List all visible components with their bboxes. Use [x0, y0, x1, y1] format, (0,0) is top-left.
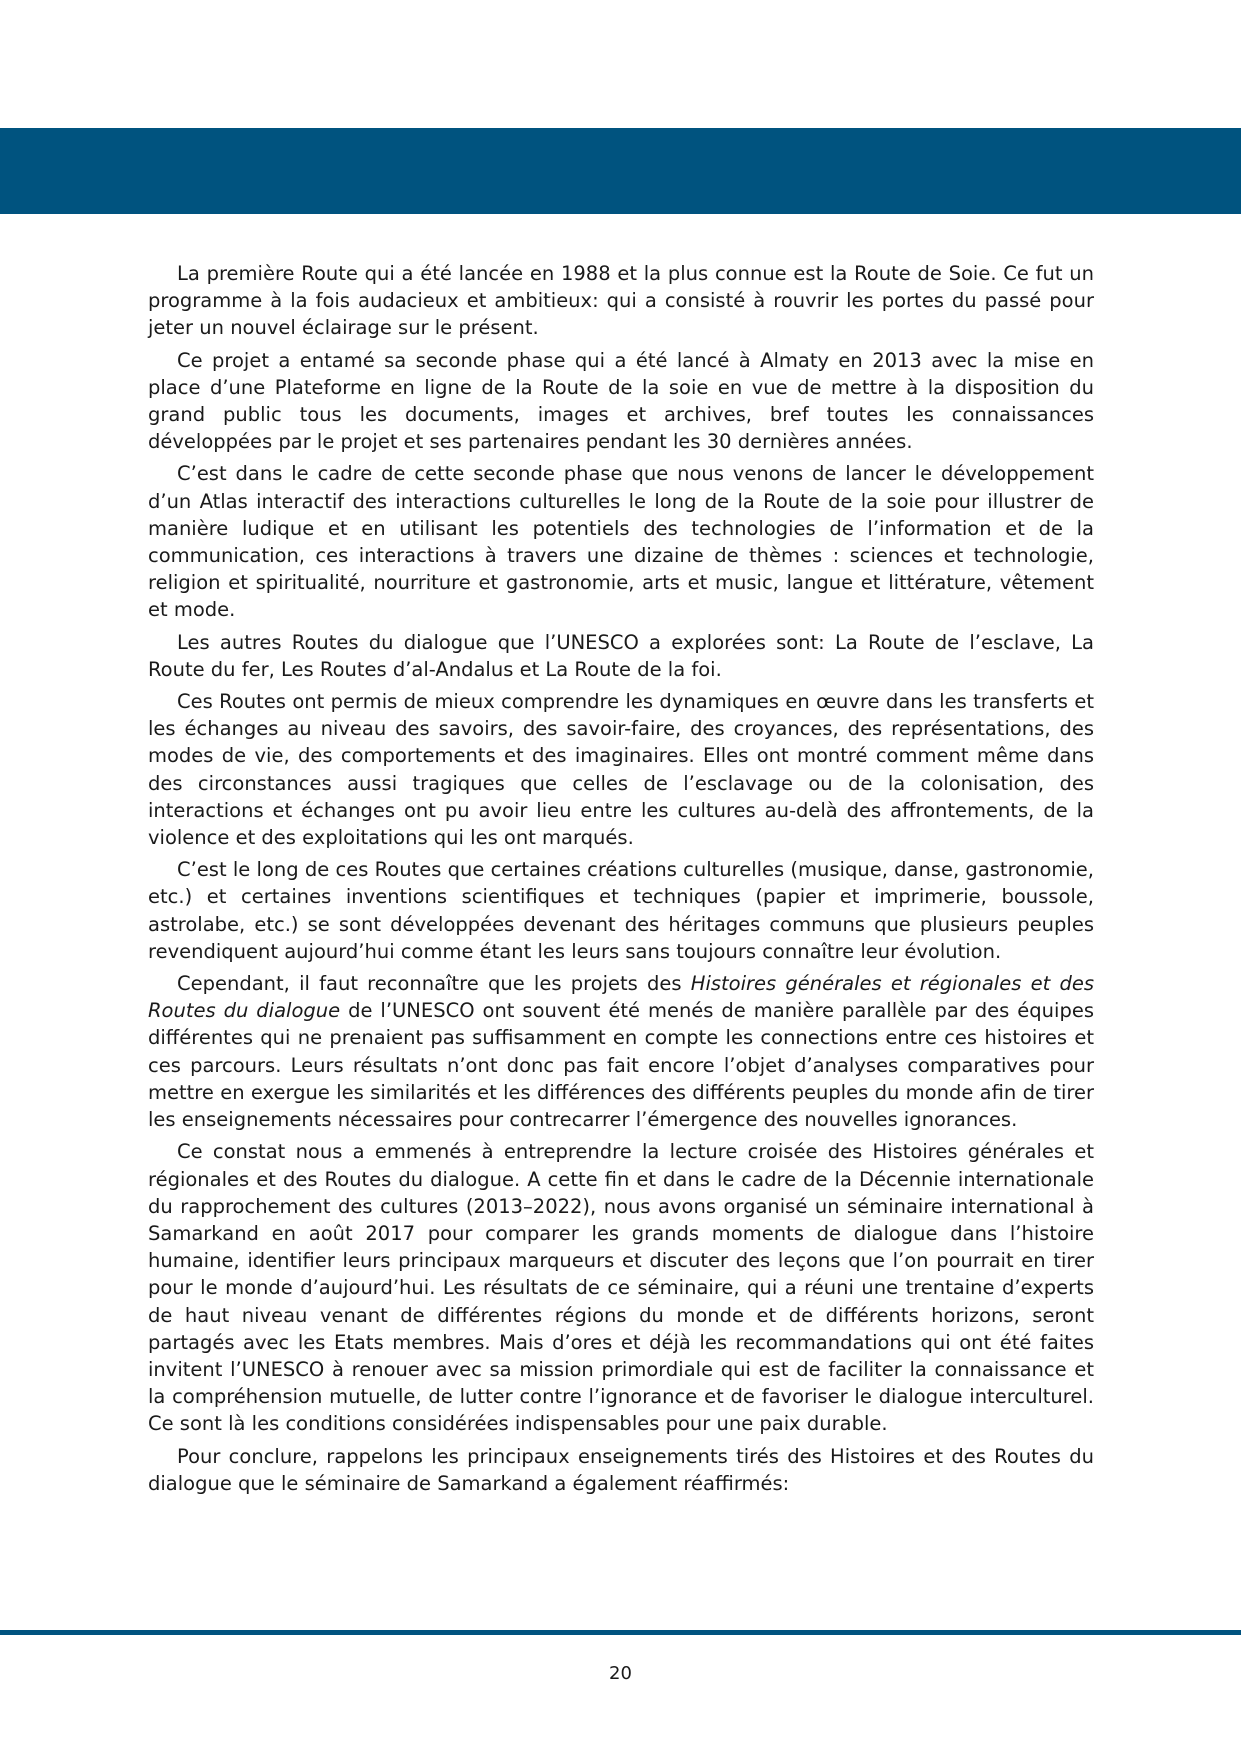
paragraph-7-end: de l’UNESCO ont souvent été menés de manière parallèle par des équipes différentes qui ne prenaient pas suffisamment en compte les connections entre ces histoires et ces parcours. Leurs résultats n’ont donc pas fait encore l’objet d’analyses comparatives pour mettre en exergue les similarités et les différences des différents peuples du monde afin de tirer les enseignements nécessaires pour contrecarrer l’émergence des nouvelles ignorances.	[148, 999, 1094, 1132]
header-band	[0, 128, 1241, 214]
paragraph-7-start: Cependant, il faut reconnaître que les projets des	[177, 972, 691, 996]
paragraph-7-italic-title: Histoires générales et régionales et des Routes du dialogue	[148, 972, 1094, 1023]
paragraph-1: La première Route qui a été lancée en 1988 et la plus connue est la Route de Soie. Ce fut un programme à la fois audacieux et ambitieux: qui a consisté à rouvrir les portes du passé pour jeter un nouvel éclairage sur le présent.	[148, 262, 1094, 340]
paragraph-6: C’est le long de ces Routes que certaines créations culturelles (musique, danse, gastronomie, etc.) et certaines inventions scientifiques et techniques (papier et imprimerie, boussole, astrolabe, etc.) se sont développées devenant des héritages communs que plusieurs peuples revendiquent aujourd’hui comme étant les leurs sans toujours connaître leur évolution.	[148, 858, 1094, 963]
paragraph-9: Pour conclure, rappelons les principaux enseignements tirés des Histoires et des Routes du dialogue que le séminaire de Samarkand a également réaffirmés:	[148, 1444, 1094, 1495]
paragraph-3: C’est dans le cadre de cette seconde phase que nous venons de lancer le développement d’un Atlas interactif des interactions culturelles le long de la Route de la soie pour illustrer de manière ludique et en utilisant les potentiels des technologies de l’information et de la communication, ces interactions à travers une dizaine de thèmes : sciences et technologie, religion et spiritualité, nourriture et gastronomie, arts et music, langue et littérature, vêtement et mode.	[148, 462, 1094, 622]
paragraph-5: Ces Routes ont permis de mieux comprendre les dynamiques en œuvre dans les transferts et les échanges au niveau des savoirs, des savoir-faire, des croyances, des représentations, des modes de vie, des comportements et des imaginaires. Elles ont montré comment même dans des circonstances aussi tragiques que celles de l’esclavage ou de la colonisation, des interactions et échanges ont pu avoir lieu entre les cultures au-delà des affrontements, de la violence et des exploitations qui les ont marqués.	[148, 690, 1094, 850]
paragraph-2: Ce projet a entamé sa seconde phase qui a été lancé à Almaty en 2013 avec la mise en place d’une Plateforme en ligne de la Route de la soie en vue de mettre à la disposition du grand public tous les documents, images et archives, bref toutes les connaissances développées par le projet et ses partenaires pendant les 30 dernières années.	[148, 348, 1094, 454]
paragraph-8: Ce constat nous a emmenés à entreprendre la lecture croisée des Histoires générales et régionales et des Routes du dialogue. A cette fin et dans le cadre de la Décennie internationale du rapprochement des cultures (2013–2022), nous avons organisé un séminaire international à Samarkand en août 2017 pour comparer les grands moments de dialogue dans l’histoire humaine, identifier leurs principaux marqueurs et discuter des leçons que l’on pourrait en tirer pour le monde d’aujourd’hui. Les résultats de ce séminaire, qui a réuni une trentaine d’experts de haut niveau venant de différentes régions du monde et de différents horizons, seront partagés avec les Etats membres. Mais d’ores et déjà les recommandations qui ont été faites invitent l’UNESCO à renouer avec sa mission primordiale qui est de faciliter la connaissance et la compréhension mutuelle, de lutter contre l’ignorance et de favoriser le dialogue interculturel. Ce sont là les conditions considérées indispensables pour une paix durable.	[148, 1140, 1094, 1436]
footer-rule	[0, 1630, 1241, 1635]
body-text	[148, 260, 1094, 1502]
paragraph-4: Les autres Routes du dialogue que l’UNESCO a explorées sont: La Route de l’esclave, La Route du fer, Les Routes d’al-Andalus et La Route de la foi.	[148, 630, 1094, 681]
page-number: 20	[609, 1663, 632, 1684]
paragraph-7	[148, 970, 1094, 1133]
